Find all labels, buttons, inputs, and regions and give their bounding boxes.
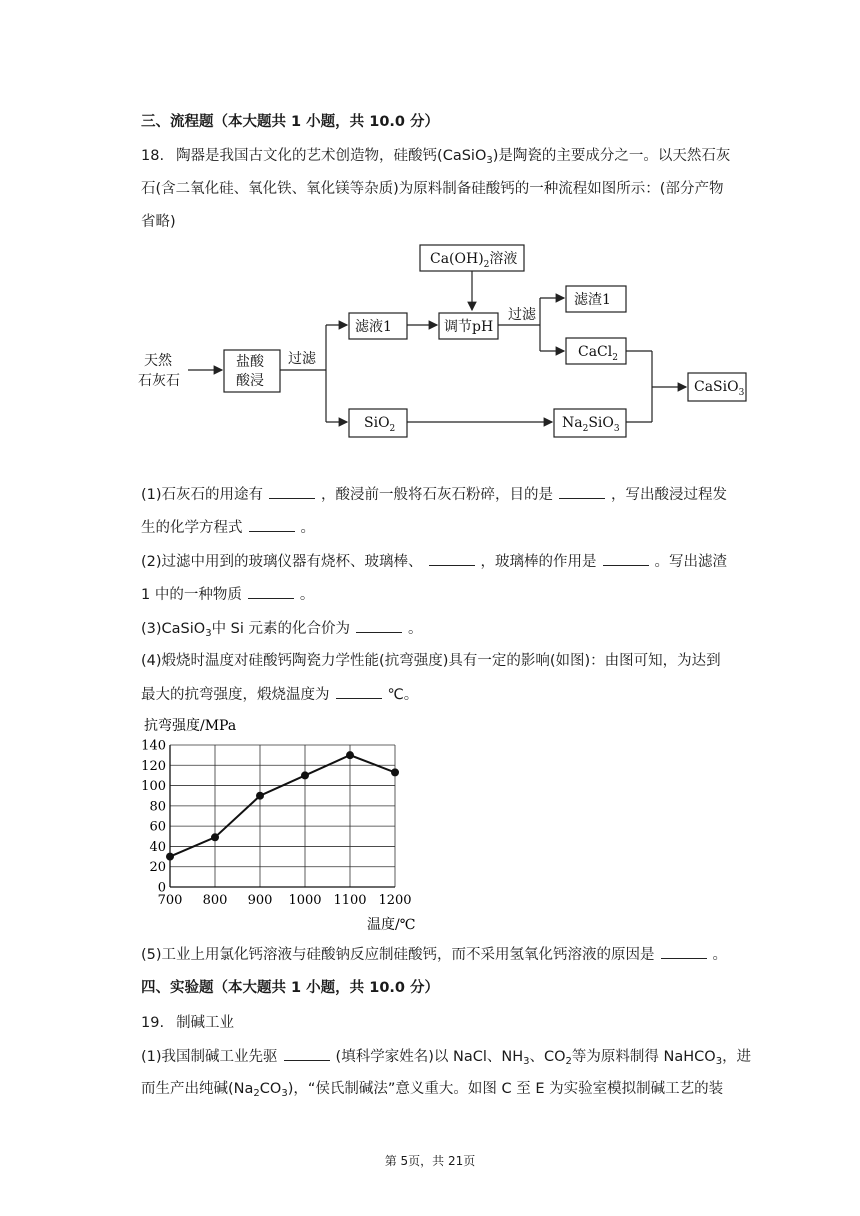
q18-part1-line1 <box>141 484 727 505</box>
page-footer: 第 5页，共 21页 <box>384 1154 476 1168</box>
q18-text: 。写出滤渣 <box>654 554 728 570</box>
q19-number: 19. <box>141 1015 165 1031</box>
q19-text: (1)我国制碱工业先驱 <box>141 1049 278 1065</box>
q18-part4-line1: (4)煅烧时温度对硅酸钙陶瓷力学性能(抗弯强度)具有一定的影响(如图)：由图可知，为达到 <box>141 653 721 669</box>
q18-text: (5)工业上用氯化钙溶液与硅酸钠反应制硅酸钙，而不采用氢氧化钙溶液的原因是 <box>141 947 655 963</box>
chart-xlabel: 温度/℃ <box>367 917 416 933</box>
q18-text: ℃。 <box>387 687 419 703</box>
q18-text: (1)石灰石的用途有 <box>141 487 264 503</box>
q18-line1 <box>141 146 730 171</box>
data-point <box>301 771 309 779</box>
casio3-label: CaSiO$_3$ <box>694 379 745 398</box>
q19-text: ，进 <box>722 1049 752 1065</box>
adjust-ph-label: 调节pH <box>444 319 494 335</box>
data-point <box>211 833 219 841</box>
subscript: 3 <box>486 155 493 166</box>
answer-blank[interactable] <box>603 551 649 566</box>
q18-text: (3)CaSiO <box>141 621 206 637</box>
filtrate1-label: 滤液1 <box>355 319 392 335</box>
q19-part1-line1 <box>141 1046 751 1072</box>
q18-text: (2)过滤中用到的玻璃仪器有烧杯、玻璃棒、 <box>141 554 423 570</box>
q19-text: CO <box>259 1081 282 1097</box>
data-point <box>346 751 354 759</box>
q19-text: 而生产出纯碱(Na <box>141 1081 254 1097</box>
residue1-label: 滤渣1 <box>574 292 611 308</box>
y-tick-label: 0 <box>157 880 166 896</box>
data-point <box>166 853 174 861</box>
answer-blank[interactable] <box>336 684 382 699</box>
data-point <box>256 792 264 800</box>
q18-text: )是陶瓷的主要成分之一。以天然石灰 <box>492 148 731 164</box>
q18-part4-line2 <box>141 684 418 705</box>
q18-line3: 省略) <box>141 214 176 230</box>
q19-text: (填科学家姓名)以 NaCl、NH <box>335 1049 524 1065</box>
y-tick-label: 80 <box>149 799 166 815</box>
chart-ylabel: 抗弯强度/MPa <box>144 718 237 734</box>
q18-part2-line2 <box>141 584 314 605</box>
na2sio3-label: $Na_2SiO_3$ <box>562 415 620 434</box>
subscript: 2 <box>253 1088 260 1099</box>
answer-blank[interactable] <box>284 1046 330 1061</box>
x-tick-label: 700 <box>157 893 183 908</box>
filter1-label: 过滤 <box>288 351 316 367</box>
strength-temperature-chart <box>130 712 430 934</box>
q18-text: ，写出酸浸过程发 <box>611 487 728 503</box>
section3-title: 三、流程题（本大题共 1 小题，共 10.0 分） <box>141 114 440 130</box>
acid-label-1: 盐酸 <box>236 354 264 370</box>
q19-text: 、CO <box>529 1049 566 1065</box>
process-flow-diagram <box>130 237 760 447</box>
answer-blank[interactable] <box>661 944 707 959</box>
q18-text: ，酸浸前一般将石灰石粉碎，目的是 <box>321 487 554 503</box>
q19-text: )，“侯氏制碱法”意义重大。如图 C 至 E 为实验室模拟制碱工艺的装 <box>287 1081 724 1097</box>
q18-text: 中 Si 元素的化合价为 <box>211 621 351 637</box>
q18-part1-line2 <box>141 517 315 538</box>
q19-title: 制碱工业 <box>176 1015 235 1031</box>
q19-title-line <box>141 1013 234 1033</box>
sio2-label: SiO$_2$ <box>364 415 396 434</box>
filter2-label: 过滤 <box>508 307 536 323</box>
raw-label-1: 天然 <box>144 353 172 369</box>
y-tick-label: 40 <box>149 839 166 855</box>
answer-blank[interactable] <box>248 584 294 599</box>
q18-text: 。 <box>300 520 315 536</box>
q18-part5 <box>141 944 727 965</box>
x-tick-label: 900 <box>247 893 273 908</box>
q18-text: 1 中的一种物质 <box>141 587 242 603</box>
chart-axes <box>170 745 395 887</box>
acid-label-2: 酸浸 <box>236 373 264 389</box>
subscript: 3 <box>715 1056 723 1067</box>
y-tick-label: 100 <box>141 779 166 795</box>
caoh2-label: $Ca(OH)_2$溶液 <box>430 251 518 270</box>
q18-number: 18. <box>141 148 165 164</box>
subscript: 3 <box>205 628 212 639</box>
cacl2-label: CaCl$_2$ <box>578 344 618 363</box>
q18-part2-line1 <box>141 551 727 572</box>
y-tick-label: 140 <box>141 738 166 754</box>
q19-part1-line2 <box>141 1079 723 1104</box>
q18-text: 。 <box>408 621 423 637</box>
subscript: 3 <box>523 1056 530 1067</box>
x-tick-label: 1200 <box>378 893 412 908</box>
q18-text: 陶器是我国古文化的艺术创造物，硅酸钙(CaSiO <box>176 148 487 164</box>
answer-blank[interactable] <box>356 618 402 633</box>
x-tick-label: 1100 <box>333 893 367 908</box>
q18-text: ，玻璃棒的作用是 <box>480 554 597 570</box>
q18-text: 生的化学方程式 <box>141 520 243 536</box>
q18-text: 。 <box>712 947 728 963</box>
y-tick-label: 60 <box>149 819 166 835</box>
q18-part3 <box>141 618 423 644</box>
answer-blank[interactable] <box>429 551 475 566</box>
subscript: 2 <box>565 1056 572 1067</box>
x-tick-label: 800 <box>202 893 228 908</box>
x-tick-label: 1000 <box>288 893 322 908</box>
q18-line2: 石(含二氧化硅、氧化铁、氧化镁等杂质)为原料制备硅酸钙的一种流程如图所示：(部分产物 <box>141 181 724 197</box>
subscript: 3 <box>281 1088 288 1099</box>
data-point <box>391 768 399 776</box>
y-tick-label: 20 <box>149 860 166 876</box>
q18-text: 最大的抗弯强度，煅烧温度为 <box>141 687 330 703</box>
y-tick-label: 120 <box>141 758 166 774</box>
answer-blank[interactable] <box>249 517 295 532</box>
answer-blank[interactable] <box>269 484 315 499</box>
q18-text: 。 <box>299 587 315 603</box>
section4-title: 四、实验题（本大题共 1 小题，共 10.0 分） <box>141 980 440 996</box>
answer-blank[interactable] <box>559 484 605 499</box>
q19-text: 等为原料制得 NaHCO <box>571 1049 716 1065</box>
raw-label-2: 石灰石 <box>138 373 180 389</box>
chart-grid <box>170 745 395 887</box>
